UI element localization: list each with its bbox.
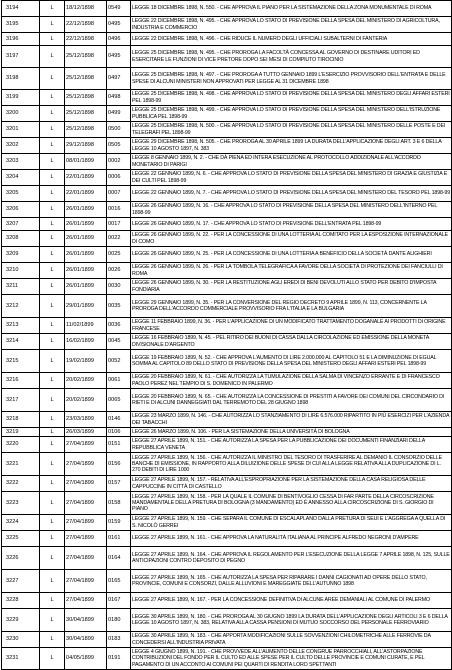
table-row xyxy=(2,138,452,154)
record-date: 30/04/1899 xyxy=(65,609,107,632)
record-number: 3226 xyxy=(2,547,40,570)
record-date: 22/01/1899 xyxy=(65,170,107,186)
record-description: LEGGE 25 DICEMBRE 1898, N. 497. - CHE PROROGA A TUTTO GENNAIO 1899 L'ESERCIZIO PROVVISORIO DELL'ENTRATA E DELLE SPESE DI ALCUNI MINISTERI NON APPROVATI PER LEGGE AL 31 DICEMBRE 1898 xyxy=(131,68,452,90)
table-row xyxy=(2,412,452,428)
record-date: 25/12/1898 xyxy=(65,46,107,68)
record-type: L xyxy=(40,122,65,138)
record-description: LEGGE 26 MARZO 1899, N. 106. - PER LA SISTEMAZIONE DELLA UNIVERSITÀ DI BOLOGNA xyxy=(131,428,452,437)
record-code: 0026 xyxy=(107,263,131,279)
record-code: 0030 xyxy=(107,279,131,295)
record-type: L xyxy=(40,531,65,547)
record-type: L xyxy=(40,632,65,648)
record-description: LEGGE 30 APRILE 1899, N. 180. - CHE PROROGA AL 30 GIUGNO 1899 LA DURATA DELL'APPLICAZIONE DEGLI ARTICOLI 3 E 6 DELLA LEGGE 10 AGOSTO 1897, N. 383, RELATIVA ALLA CASSA PENSIONI DI MUTUO SOCCORSO DEL PERSONALE FERROVIARIO xyxy=(131,609,452,632)
record-number: 3197 xyxy=(2,46,40,68)
record-description: LEGGE 4 GIUGNO 1899, N. 191. - CHE PROVVEDE ALL'AUMENTO DELLE CONGRUE PARROCCHIALI, ALL'ASTORPAZIONE CONTRIBUZIONI DEL FONDO PER IL CULTO ED ALLE SPESE PER IL CULTO DELLE PROVINCIE E COMUNI CURATE, E PEL PAGAMENTO DI UN ACCONTO AI COMUNI PEI QUARTI DI RENDITA LORO SPETTANTI xyxy=(131,648,452,670)
table-row xyxy=(2,547,452,570)
record-code: 0499 xyxy=(107,106,131,122)
document-page xyxy=(1,0,451,668)
table-row xyxy=(2,350,452,373)
record-date: 27/04/1899 xyxy=(65,437,107,453)
record-code: 0045 xyxy=(107,334,131,350)
table-row xyxy=(2,231,452,247)
record-description: LEGGE 27 APRILE 1899, N. 165. - CHE AUTORIZZA LA SPESA PER RIPARARE I DANNI CAGIONATI AD OPERE DELLO STATO, PROVINCIE, COMUNI E CONSORZI, DALLE ALLUVIONI E MAREGGIATE DELL'AUTUNNO 1898 xyxy=(131,570,452,593)
record-date: 26/01/1899 xyxy=(65,202,107,218)
record-date: 27/04/1899 xyxy=(65,547,107,570)
record-date: 27/04/1899 xyxy=(65,531,107,547)
table-row xyxy=(2,218,452,231)
record-description: LEGGE 27 APRILE 1899, N. 167. - PER LA CONCESSIONE DEFINITIVA DI ALCUNE AREE DEMANIALI AL COMUNE DI PALERMO xyxy=(131,593,452,609)
record-description: LEGGE 22 GENNAIO 1899, N. 6. - CHE APPROVA LO STATO DI PREVISIONE DELLA SPESA DEL MINISTERO DI GRAZIA E GIUSTIZIA E DEI CULTI PEL 1898-99 xyxy=(131,170,452,186)
record-description: LEGGE 11 FEBBRAIO 1899, N. 36. - PER L'APPLICAZIONE DI UN MODIFICATO TRATTAMENTO DOGANALE AI PRODOTTI DI ORIGINE FRANCESE xyxy=(131,318,452,334)
table-row xyxy=(2,33,452,46)
record-number: 3221 xyxy=(2,453,40,476)
record-type: L xyxy=(40,515,65,531)
record-code: 0180 xyxy=(107,609,131,632)
record-code: 0016 xyxy=(107,202,131,218)
record-description: LEGGE 26 GENNAIO 1899, N. 25. - PER LA CONCESSIONE DI UNA LOTTERIA A BENEFICIO DELLA SOCIETÀ DANTE ALIGHIERI xyxy=(131,247,452,263)
record-type: L xyxy=(40,154,65,170)
record-description: LEGGE 25 DICEMBRE 1898, N. 500. - CHE APPROVA LO STATO DI PREVISIONE DELLA SPESA DEL MINISTERO DELLE POSTE E DEI TELEGRAFI PEL 1898-99 xyxy=(131,122,452,138)
record-number: 3202 xyxy=(2,138,40,154)
table-row xyxy=(2,428,452,437)
record-code: 0007 xyxy=(107,186,131,202)
table-row xyxy=(2,476,452,492)
record-code: 0497 xyxy=(107,68,131,90)
record-date: 27/04/1899 xyxy=(65,570,107,593)
table-row xyxy=(2,1,452,17)
record-code: 0161 xyxy=(107,531,131,547)
record-date: 16/02/1899 xyxy=(65,334,107,350)
record-description: LEGGE 16 FEBBRAIO 1899, N. 45. - PEL RITIRO DEI BUONI DI CASSA DALLA CIRCOLAZIONE ED EMISSIONE DELLA MONETA DIVISIONALE D'ARGENTO xyxy=(131,334,452,350)
record-type: L xyxy=(40,547,65,570)
record-type: L xyxy=(40,453,65,476)
record-date: 29/12/1898 xyxy=(65,138,107,154)
record-code: 0146 xyxy=(107,412,131,428)
record-date: 25/12/1898 xyxy=(65,122,107,138)
record-type: L xyxy=(40,334,65,350)
record-code: 0151 xyxy=(107,437,131,453)
record-code: 0061 xyxy=(107,373,131,389)
record-type: L xyxy=(40,138,65,154)
record-type: L xyxy=(40,476,65,492)
record-type: L xyxy=(40,202,65,218)
table-row xyxy=(2,318,452,334)
record-code: 0002 xyxy=(107,154,131,170)
table-row xyxy=(2,279,452,295)
record-code: 0017 xyxy=(107,218,131,231)
record-description: LEGGE 20 FEBBRAIO 1899, N. 61. - CHE AUTORIZZA LA TUMULAZIONE DELLA SALMA DI VINCENZO ERRANTE E DI FRANCESCO PAOLO PEREZ NEL TEMPIO DI S. DOMENICO IN PALERMO xyxy=(131,373,452,389)
record-description: LEGGE 20 FEBBRAIO 1899, N. 65. - CHE AUTORIZZA LA CONCESSIONE DI PRESTITI A FAVORE DEI COMUNI DEL CIRCONDARIO DI RIETI E DI ALCUNI DANNEGGIATI DAL TERREMOTO DEL 28 GIUGNO 1898 xyxy=(131,389,452,412)
record-type: L xyxy=(40,1,65,17)
record-description: LEGGE 27 APRILE 1899, N. 164. - CHE APPROVA IL REGOLAMENTO PER L'ESECUZIONE DELLA LEGGE 7 APRILE 1898, N. 125, SULLE ANTICIPAZIONI CONTRO DEPOSITO DI PEGNO xyxy=(131,547,452,570)
record-type: L xyxy=(40,106,65,122)
table-row xyxy=(2,570,452,593)
record-description: LEGGE 25 DICEMBRE 1898, N. 495. - CHE PROROGA LA FACOLTÀ CONCESSA AL GOVERNO DI DESTINARE UDITORI ED ESERCITARE LE FUNZIONI DI VICE PRETORE DOPO SEI MESI DI COMPIUTO TIROCINIO xyxy=(131,46,452,68)
record-number: 3199 xyxy=(2,90,40,106)
record-type: L xyxy=(40,318,65,334)
record-code: 0183 xyxy=(107,632,131,648)
record-type: L xyxy=(40,437,65,453)
record-type: L xyxy=(40,593,65,609)
record-number: 3231 xyxy=(2,648,40,670)
record-code: 0036 xyxy=(107,318,131,334)
record-date: 25/12/1898 xyxy=(65,106,107,122)
record-code: 0025 xyxy=(107,247,131,263)
record-date: 26/01/1899 xyxy=(65,231,107,247)
records-table xyxy=(1,0,452,670)
record-type: L xyxy=(40,389,65,412)
record-code: 0106 xyxy=(107,428,131,437)
record-number: 3230 xyxy=(2,632,40,648)
record-number: 3224 xyxy=(2,515,40,531)
table-row xyxy=(2,453,452,476)
record-type: L xyxy=(40,17,65,33)
record-description: LEGGE 29 GENNAIO 1899, N. 35. - PER LA CONVERSIONE DEL REGIO DECRETO 9 APRILE 1899, N. 113, CONCERNENTE LA PROROGA DELL'ACCORDO COMMERCIALE PROVVISORIO FRA L'ITALIA E LA BULGARIA xyxy=(131,295,452,318)
record-type: L xyxy=(40,570,65,593)
record-description: LEGGE 27 APRILE 1899, N. 161. - CHE APPROVA LA NATURALITÀ ITALIANA AL PRINCIPE ALFREDO NEGRONI D'AMPERE xyxy=(131,531,452,547)
record-type: L xyxy=(40,295,65,318)
record-code: 0496 xyxy=(107,33,131,46)
table-row xyxy=(2,263,452,279)
record-description: LEGGE 8 GENNAIO 1899, N. 2. - CHE DÀ PIENA ED INTERA ESECUZIONE AL PROTOCOLLO ADDIZIONALE ALL'ACCORDO MONETARIO DI PARIGI xyxy=(131,154,452,170)
table-row xyxy=(2,593,452,609)
record-number: 3207 xyxy=(2,218,40,231)
record-code: 0500 xyxy=(107,122,131,138)
record-date: 20/02/1899 xyxy=(65,373,107,389)
record-code: 0157 xyxy=(107,476,131,492)
table-row xyxy=(2,437,452,453)
record-type: L xyxy=(40,373,65,389)
record-code: 0167 xyxy=(107,593,131,609)
table-row xyxy=(2,531,452,547)
record-type: L xyxy=(40,218,65,231)
record-date: 26/01/1899 xyxy=(65,247,107,263)
record-number: 3196 xyxy=(2,33,40,46)
record-type: L xyxy=(40,33,65,46)
record-number: 3216 xyxy=(2,373,40,389)
record-description: LEGGE 27 APRILE 1899, N. 159. - CHE SEPARA IL COMUNE DI ESCALAPLANO DALLA PRETURA DI SEUI E L'AGGREGA A QUELLA DI S. NICOLÒ GERREI xyxy=(131,515,452,531)
record-number: 3217 xyxy=(2,389,40,412)
table-row xyxy=(2,46,452,68)
record-date: 27/04/1899 xyxy=(65,593,107,609)
record-description: LEGGE 27 APRILE 1899, N. 158. - PER LA QUALE IL COMUNE DI BENTIVOGLIO CESSA DI FAR PARTE DELLA CIRCOSCRIZIONE MANDAMENTALE DELLA PRETURA DI BOLOGNA (3 MANDAMENTO) ED È ANNESSO ALLA CIRCOSCRIZIONE DI S. GIORGIO DI PIANO xyxy=(131,492,452,515)
record-date: 19/02/1899 xyxy=(65,350,107,373)
record-type: L xyxy=(40,90,65,106)
table-row xyxy=(2,334,452,350)
record-number: 3215 xyxy=(2,350,40,373)
record-date: 22/12/1898 xyxy=(65,17,107,33)
record-date: 22/12/1898 xyxy=(65,33,107,46)
record-description: LEGGE 30 APRILE 1899, N. 183. - CHE APPORTA MODIFICAZIONI SULLE SOVVENZIONI CHILOMETRICHE ALLE FERROVIE DA CONCEDERSI ALL'INDUSTRIA PRIVATA xyxy=(131,632,452,648)
record-description: LEGGE 22 GENNAIO 1899, N. 7. - CHE APPROVA LO STATO DI PREVISIONE DELLA SPESA DEL MINISTERO DEL TESORO PEL 1898-99 xyxy=(131,186,452,202)
table-row xyxy=(2,632,452,648)
record-description: LEGGE 29 DICEMBRE 1898, N. 505. - CHE PROROGA AL 30 APRILE 1899 LA DURATA DELL'APPLICAZIONE DEGLI ART. 3 E 6 DELLA LEGGE 10 AGOSTO 1897, N. 383 xyxy=(131,138,452,154)
record-date: 26/03/1899 xyxy=(65,428,107,437)
record-type: L xyxy=(40,279,65,295)
record-description: LEGGE 18 DICEMBRE 1898, N. 550. - CHE APPROVA IL PIANO PER LA SISTEMAZIONE DELLA ZONA MONUMENTALE DI ROMA xyxy=(131,1,452,17)
record-type: L xyxy=(40,68,65,90)
record-date: 27/04/1899 xyxy=(65,476,107,492)
record-code: 0156 xyxy=(107,453,131,476)
record-date: 29/01/1899 xyxy=(65,295,107,318)
record-date: 08/01/1899 xyxy=(65,154,107,170)
table-row xyxy=(2,295,452,318)
table-row xyxy=(2,68,452,90)
record-code: 0159 xyxy=(107,515,131,531)
table-row xyxy=(2,389,452,412)
record-date: 25/12/1898 xyxy=(65,90,107,106)
record-number: 3205 xyxy=(2,186,40,202)
record-code: 0498 xyxy=(107,90,131,106)
record-description: LEGGE 26 GENNAIO 1899, N. 17. - CHE APPROVA LO STATO DI PREVISIONE DELL'ENTRATA PEL 1898-99 xyxy=(131,218,452,231)
table-row xyxy=(2,122,452,138)
record-type: L xyxy=(40,247,65,263)
table-row xyxy=(2,154,452,170)
record-number: 3209 xyxy=(2,247,40,263)
table-row xyxy=(2,170,452,186)
table-row xyxy=(2,492,452,515)
record-type: L xyxy=(40,170,65,186)
record-number: 3208 xyxy=(2,231,40,247)
record-date: 26/01/1899 xyxy=(65,279,107,295)
record-number: 3198 xyxy=(2,68,40,90)
record-number: 3206 xyxy=(2,202,40,218)
record-description: LEGGE 27 APRILE 1899, N. 151. - CHE AUTORIZZA LA SPESA PER LA PUBBLICAZIONE DEI DOCUMENTI FINANZIARI DELLA REPUBBLICA VENETA xyxy=(131,437,452,453)
record-type: L xyxy=(40,186,65,202)
record-number: 3211 xyxy=(2,279,40,295)
record-number: 3213 xyxy=(2,318,40,334)
record-description: LEGGE 27 APRILE 1899, N. 157. - RELATIVA ALL'ESPROPRIAZIONE PER LA SISTEMAZIONE DELLA CASA RELIGIOSA DELLE CAPPUCCINE IN CITTÀ DI CASTELLO xyxy=(131,476,452,492)
record-date: 11/02/1899 xyxy=(65,318,107,334)
record-type: L xyxy=(40,412,65,428)
table-row xyxy=(2,609,452,632)
record-type: L xyxy=(40,350,65,373)
record-date: 27/04/1899 xyxy=(65,453,107,476)
record-date: 18/12/1898 xyxy=(65,1,107,17)
record-code: 0022 xyxy=(107,231,131,247)
record-type: L xyxy=(40,428,65,437)
record-number: 3200 xyxy=(2,106,40,122)
record-description: LEGGE 26 GENNAIO 1899, N. 26. - PER LA TOMBOLA TELEGRAFICA A FAVORE DELLA SOCIETÀ DI PROTEZIONE DEI FANCIULLI DI ROMA xyxy=(131,263,452,279)
table-row xyxy=(2,106,452,122)
record-code: 0505 xyxy=(107,138,131,154)
record-description: LEGGE 19 FEBBRAIO 1899, N. 52. - CHE APPROVA L'AUMENTO DI LIRE 2.000.000 AL CAPITOLO 51 E LA DIMINUZIONE DI EGUAL SOMMA AL CAPITOLO 89 DELLO STATO DI PREVISIONE DELLA SPESA DEL MINISTERO DEGLI AFFARI ESTERI PEL 1898-99 xyxy=(131,350,452,373)
record-date: 30/04/1899 xyxy=(65,632,107,648)
record-type: L xyxy=(40,648,65,670)
record-code: 0165 xyxy=(107,570,131,593)
table-row xyxy=(2,90,452,106)
record-date: 23/03/1899 xyxy=(65,412,107,428)
record-number: 3229 xyxy=(2,609,40,632)
record-description: LEGGE 26 GENNAIO 1899, N. 30. - PER LA RESTITUZIONE AGLI EREDI DI BENI DEVOLUTI ALLO STATO PER DEBITO D'IMPOSTA FONDIARIA xyxy=(131,279,452,295)
record-date: 22/01/1899 xyxy=(65,186,107,202)
table-row xyxy=(2,648,452,670)
record-description: LEGGE 26 GENNAIO 1899, N. 22. - PER LA CONCESSIONE DI UNA LOTTERIA AL COMITATO PER LA ESPOSIZIONE INTERNAZIONALE DI COMO xyxy=(131,231,452,247)
record-number: 3195 xyxy=(2,17,40,33)
record-code: 0052 xyxy=(107,350,131,373)
record-number: 3225 xyxy=(2,531,40,547)
record-code: 0006 xyxy=(107,170,131,186)
record-type: L xyxy=(40,263,65,279)
record-date: 04/05/1899 xyxy=(65,648,107,670)
record-number: 3203 xyxy=(2,154,40,170)
record-number: 3223 xyxy=(2,492,40,515)
record-date: 27/04/1899 xyxy=(65,515,107,531)
record-number: 3201 xyxy=(2,122,40,138)
record-date: 27/04/1899 xyxy=(65,492,107,515)
record-type: L xyxy=(40,46,65,68)
record-type: L xyxy=(40,609,65,632)
table-row xyxy=(2,202,452,218)
record-number: 3222 xyxy=(2,476,40,492)
table-row xyxy=(2,186,452,202)
table-row xyxy=(2,373,452,389)
record-description: LEGGE 27 APRILE 1899, N. 156. - CHE AUTORIZZA IL MINISTRO DEL TESORO DI TRASFERIRE AL DEMANIO IL CONSORZIO DELLE BANCHE DI EMISSIONE, IN RAPPORTO ALLA DILUIZIONE DELLE SPESE DI CUI ALLA LEGGE RELATIVA ALLA DUPLICAZIONE DI L. 270 DEBITI DI LIRE 1000 xyxy=(131,453,452,476)
record-date: 20/02/1899 xyxy=(65,389,107,412)
records-table-body xyxy=(2,1,452,670)
record-code: 0065 xyxy=(107,389,131,412)
record-description: LEGGE 25 DICEMBRE 1898, N. 499. - CHE APPROVA LO STATO DI PREVISIONE DELLA SPESA DEL MINISTERO DELL'ISTRUZIONE PUBBLICA PEL 1898-99 xyxy=(131,106,452,122)
record-number: 3212 xyxy=(2,295,40,318)
record-number: 3219 xyxy=(2,428,40,437)
record-number: 3214 xyxy=(2,334,40,350)
record-description: LEGGE 23 MARZO 1899, N. 146. - CHE AUTORIZZA LO STANZIAMENTO DI LIRE 6.576.000 RIPARTITO IN PIÙ ESERCIZI PER L'AZIENDA DEI TABACCHI xyxy=(131,412,452,428)
record-code: 0164 xyxy=(107,547,131,570)
record-number: 3228 xyxy=(2,593,40,609)
record-number: 3220 xyxy=(2,437,40,453)
record-code: 0495 xyxy=(107,17,131,33)
record-number: 3204 xyxy=(2,170,40,186)
record-type: L xyxy=(40,492,65,515)
record-description: LEGGE 22 DICEMBRE 1898, N. 495. - CHE APPROVA LO STATO DI PREVISIONE DELLA SPESA DEL MINISTERO DI AGRICOLTURA, INDUSTRIA E COMMERCIO xyxy=(131,17,452,33)
record-number: 3227 xyxy=(2,570,40,593)
table-row xyxy=(2,17,452,33)
record-number: 3210 xyxy=(2,263,40,279)
record-description: LEGGE 22 DICEMBRE 1898, N. 496. - CHE RIDUCE IL NUMERO DEGLI UFFICIALI SUBALTERNI DI FANTERIA xyxy=(131,33,452,46)
record-number: 3194 xyxy=(2,1,40,17)
record-number: 3218 xyxy=(2,412,40,428)
record-code: 0035 xyxy=(107,295,131,318)
record-code: 0158 xyxy=(107,492,131,515)
table-row xyxy=(2,247,452,263)
record-date: 26/01/1899 xyxy=(65,263,107,279)
record-date: 26/01/1899 xyxy=(65,218,107,231)
record-date: 25/12/1898 xyxy=(65,68,107,90)
record-code: 0549 xyxy=(107,1,131,17)
table-row xyxy=(2,515,452,531)
record-description: LEGGE 25 DICEMBRE 1898, N. 498. - CHE APPROVA LO STATO DI PREVISIONE DELLA SPESA DEL MINISTERO DEGLI AFFARI ESTERI PEL 1898-99 xyxy=(132,91,450,104)
record-code: 0495 xyxy=(107,46,131,68)
record-code: 0191 xyxy=(107,648,131,670)
record-type: L xyxy=(40,231,65,247)
record-description: LEGGE 26 GENNAIO 1899, N. 16. - CHE APPROVA LO STATO DI PREVISIONE DELLA SPESA DEL MINISTERO DELL'INTERNO PEL 1898-99 xyxy=(131,202,452,218)
